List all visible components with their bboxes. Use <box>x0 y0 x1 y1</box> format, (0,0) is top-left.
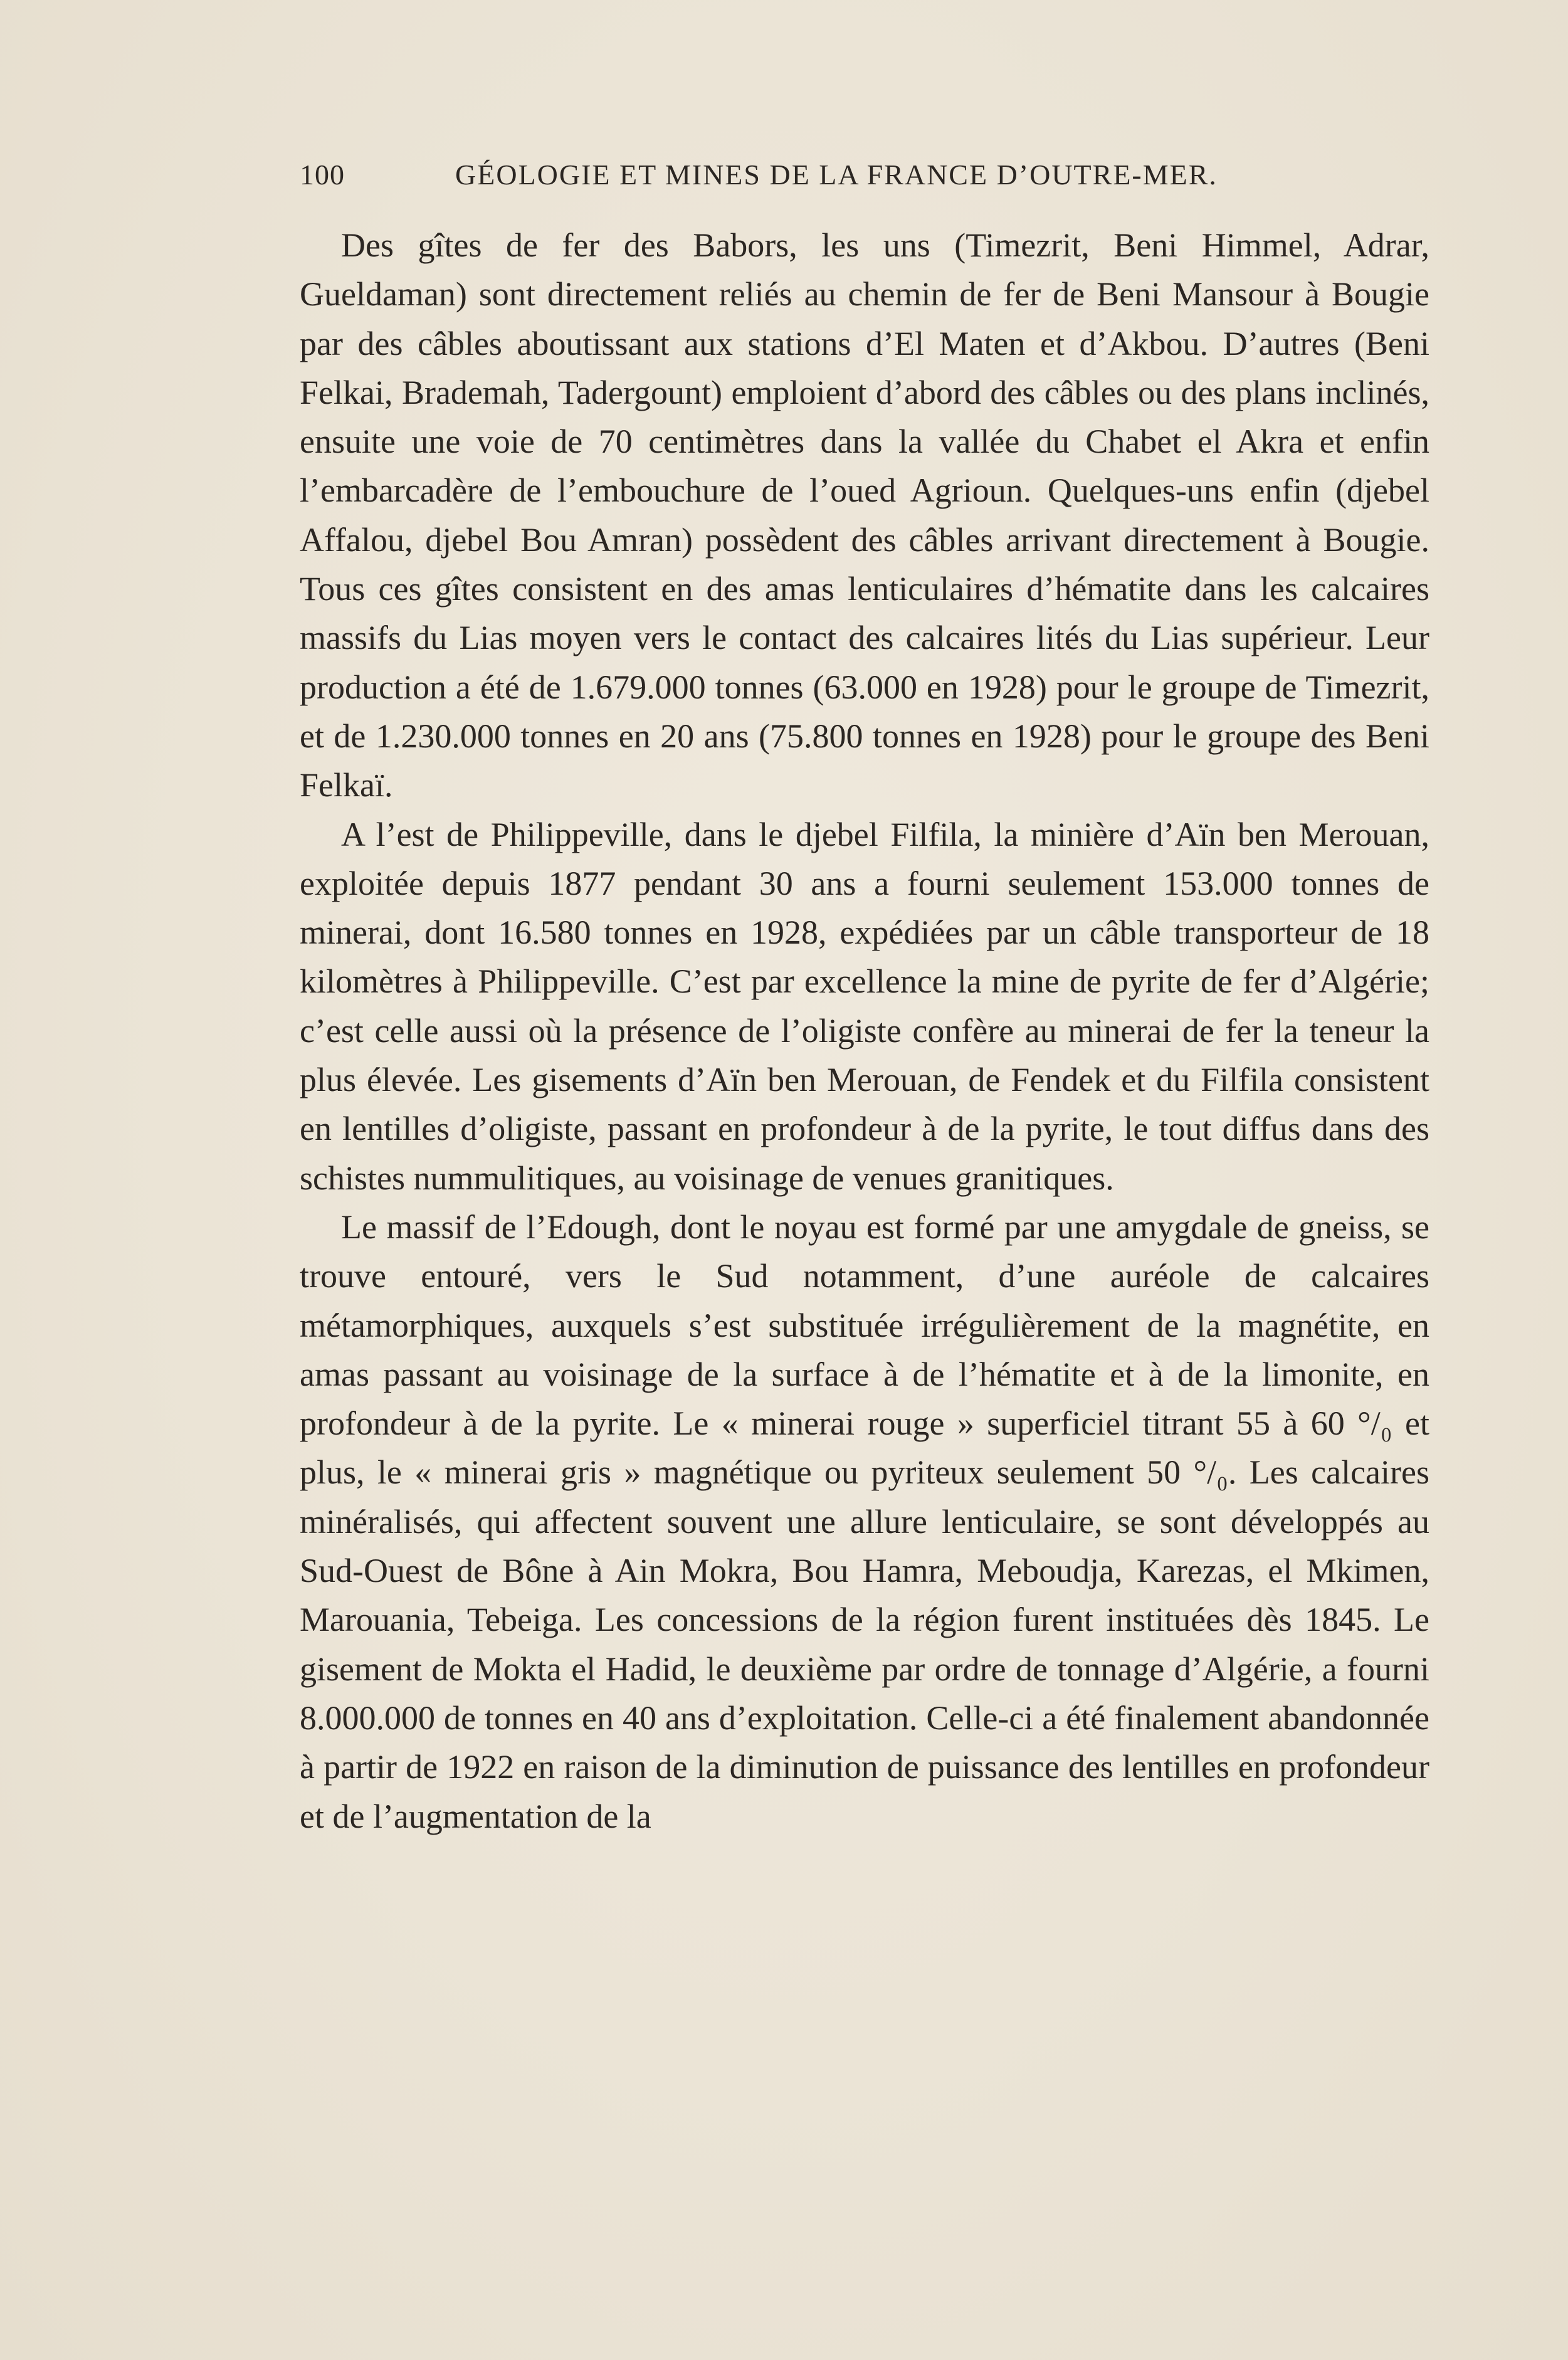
running-title: GÉOLOGIE ET MINES DE LA FRANCE D’OUTRE-MER. <box>455 159 1218 191</box>
page-number: 100 <box>300 159 345 191</box>
page-header <box>300 153 1278 197</box>
body-text <box>300 221 1429 1841</box>
paragraph-philippeville-filfila: A l’est de Philippeville, dans le djebel Filfila, la minière d’Aïn ben Merouan, exploitée depuis 1877 pendant 30 ans a fourni seulement 153.000 tonnes de minerai, dont 16.580 tonnes en 1928, expédiées par un câble transporteur de 18 kilomètres à Philippeville. C’est par excellence la mine de pyrite de fer d’Algérie; c’est celle aussi où la présence de l’oligiste confère au minerai de fer la teneur la plus élevée. Les gisements d’Aïn ben Merouan, de Fendek et du Filfila consistent en lentilles d’oligiste, passant en profondeur à de la pyrite, le tout diffus dans des schistes nummulitiques, au voisinage de venues granitiques. <box>300 815 1429 1197</box>
paragraph-edough-massif: Le massif de l’Edough, dont le noyau est formé par une amygdale de gneiss, se trouve entouré, vers le Sud notamment, d’une auréole de calcaires métamorphiques, auxquels s’est substituée irrégulièrement de la magnétite, en amas passant au voisinage de la surface à de l’hématite et à de la limonite, en profondeur à de la pyrite. Le « minerai rouge » superficiel titrant 55 à 60 °/₀ et plus, le « minerai gris » magnétique ou pyriteux seulement 50 °/₀. Les calcaires minéralisés, qui affectent souvent une allure lenticulaire, se sont développés au Sud-Ouest de Bône à Ain Mokra, Bou Hamra, Meboudja, Karezas, el Mkimen, Marouania, Tebeiga. Les concessions de la région furent instituées dès 1845. Le gisement de Mokta el Hadid, le deuxième par ordre de tonnage d’Algérie, a fourni 8.000.000 de tonnes en 40 ans d’exploitation. Celle-ci a été finalement abandonnée à partir de 1922 en raison de la diminution de puissance des lentilles en profondeur et de l’augmentation de la <box>300 1208 1429 1835</box>
paragraph-babors-iron-deposits: Des gîtes de fer des Babors, les uns (Timezrit, Beni Himmel, Adrar, Gueldaman) sont directement reliés au chemin de fer de Beni Mansour à Bougie par des câbles aboutissant aux stations d’El Maten et d’Akbou. D’autres (Beni Felkai, Brademah, Tadergount) emploient d’abord des câbles ou des plans inclinés, ensuite une voie de 70 centimètres dans la vallée du Chabet el Akra et enfin l’embarcadère de l’embouchure de l’oued Agrioun. Quelques-uns enfin (djebel Affalou, djebel Bou Amran) possèdent des câbles arrivant directement à Bougie. Tous ces gîtes consistent en des amas lenticulaires d’hématite dans les calcaires massifs du Lias moyen vers le contact des calcaires lités du Lias supérieur. Leur production a été de 1.679.000 tonnes (63.000 en 1928) pour le groupe de Timezrit, et de 1.230.000 tonnes en 20 ans (75.800 tonnes en 1928) pour le groupe des Beni Felkaï. <box>300 226 1429 804</box>
